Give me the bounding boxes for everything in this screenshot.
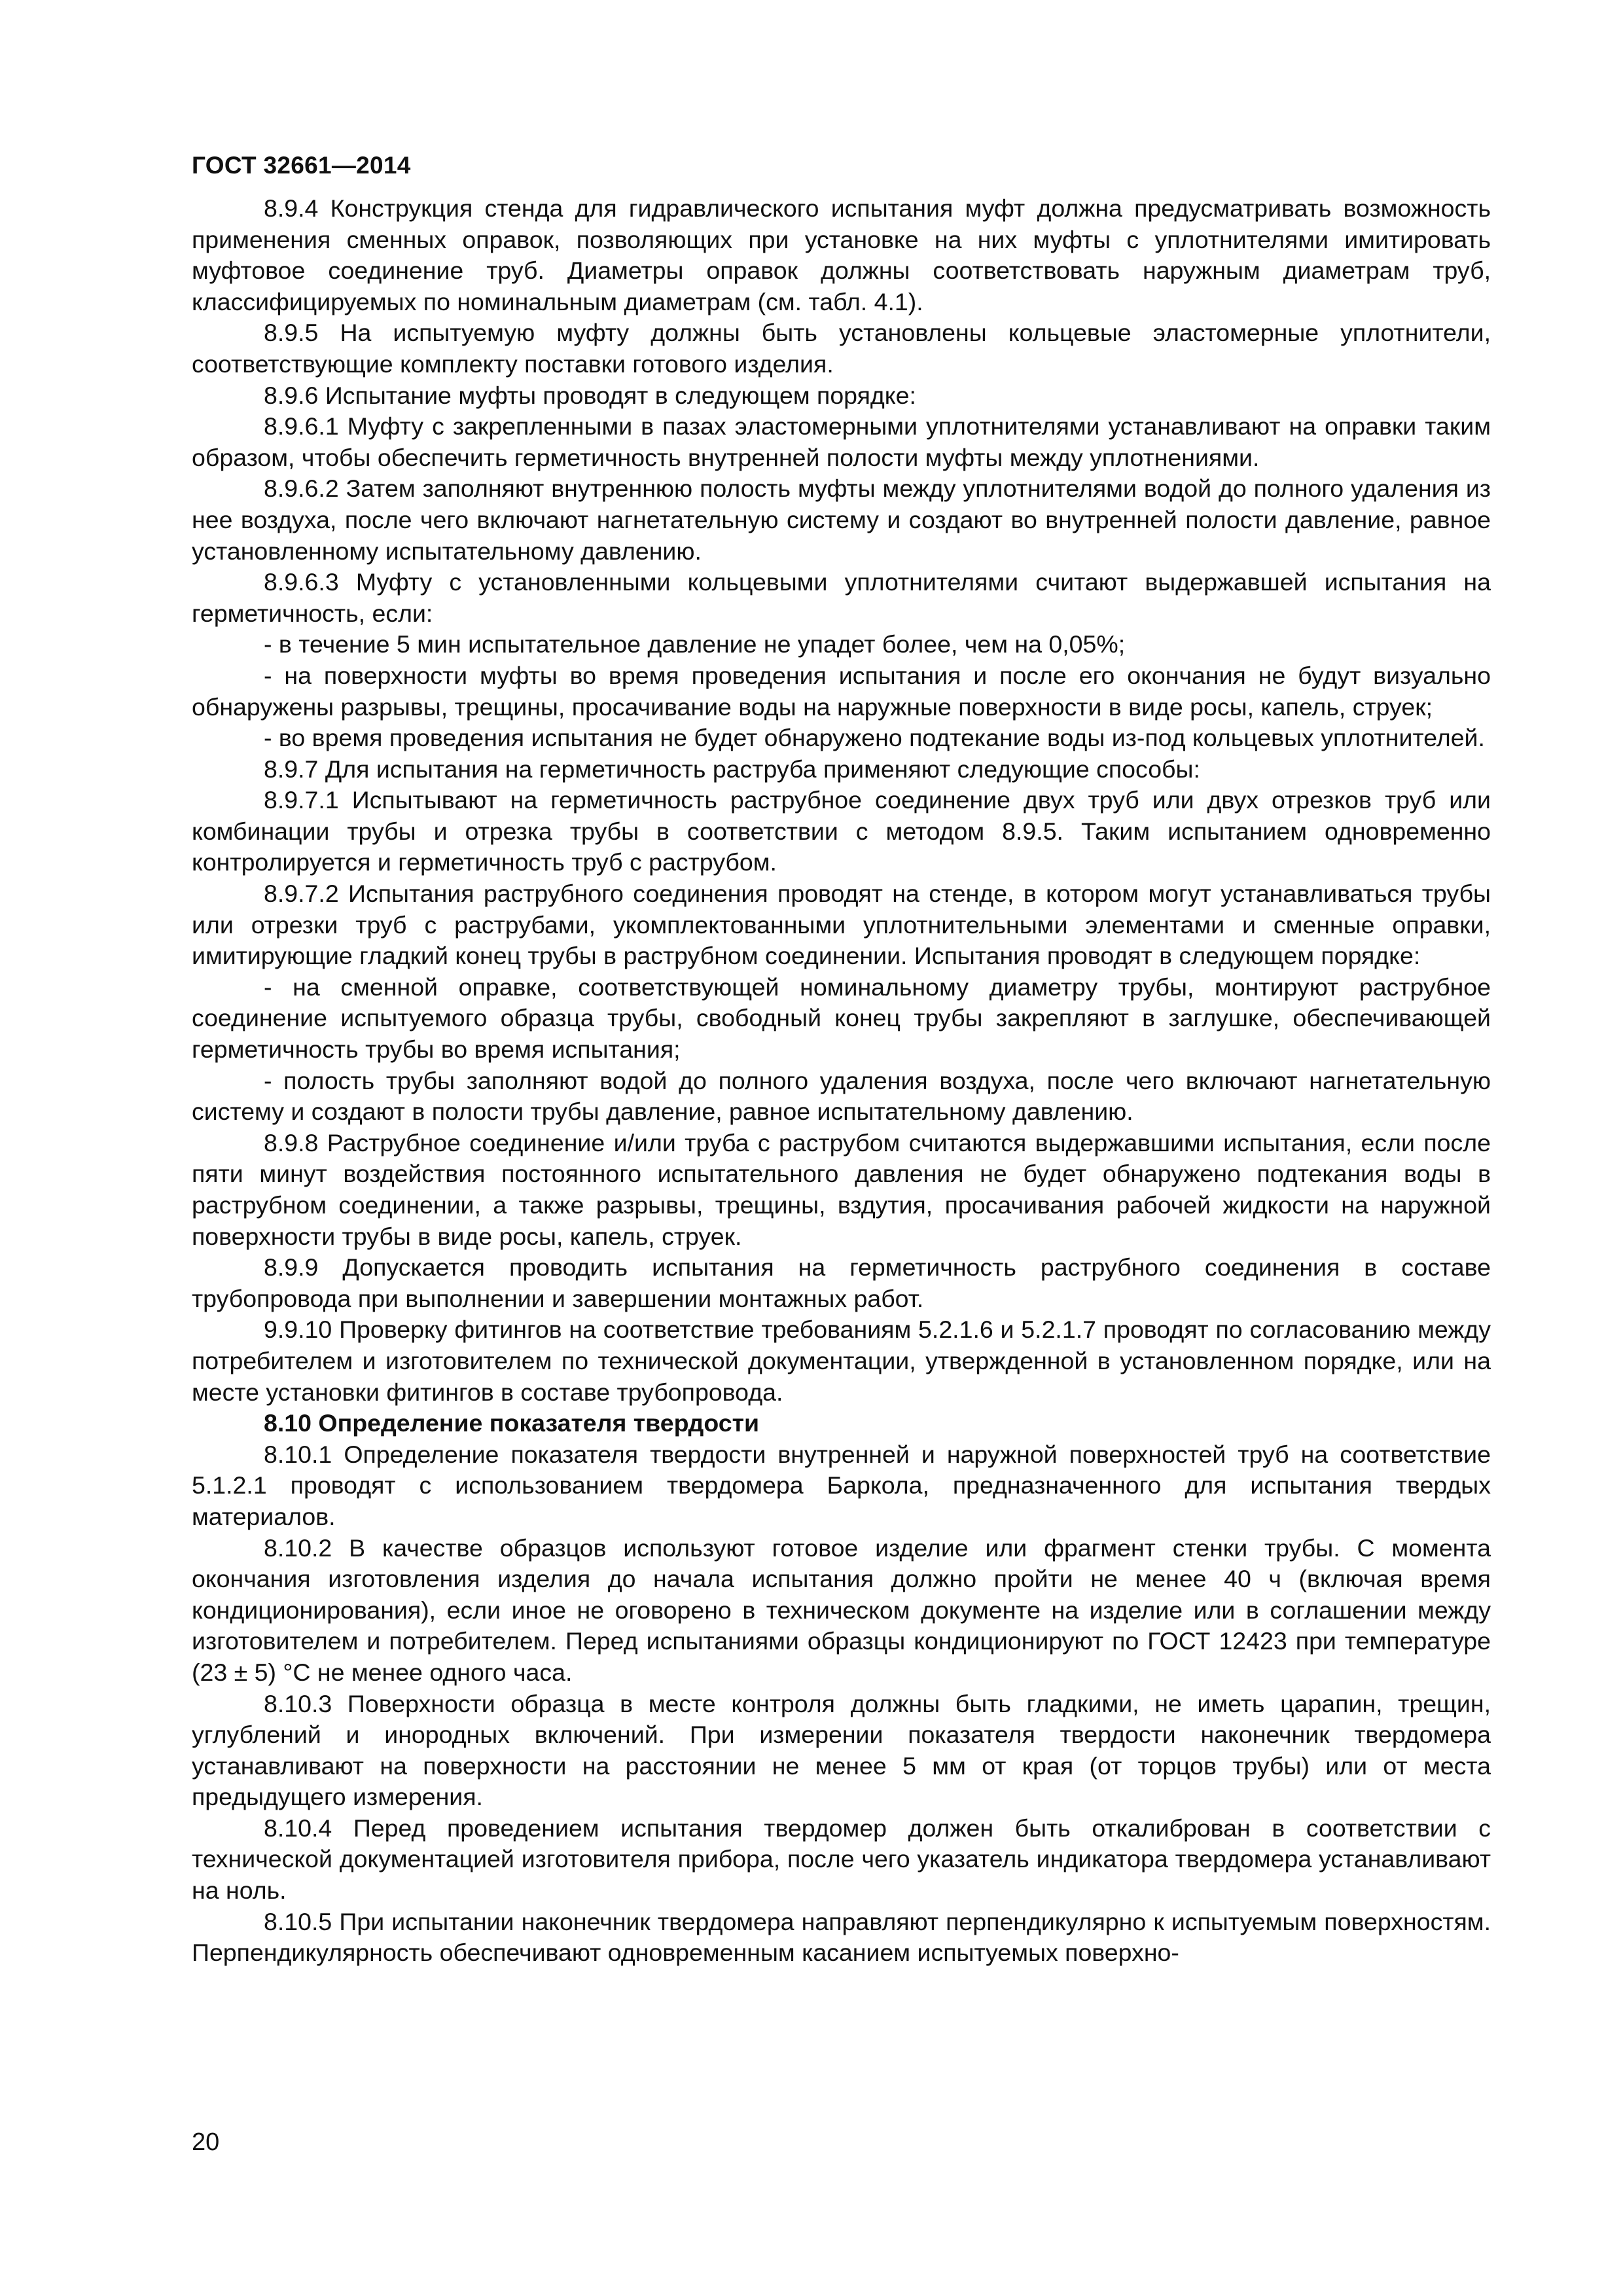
list-item-pressure: - в течение 5 мин испытательное давление не упадет более, чем на 0,05%;: [264, 630, 1126, 658]
document-header: ГОСТ 32661—2014: [192, 152, 411, 179]
document-body: [192, 193, 1491, 1969]
paragraph-8-9-4: 8.9.4 Конструкция стенда для гидравлического испытания муфт должна предусматривать возможность применения сменных оправок, позволяющих при установке на них муфты с уплотнителями имитировать муфтовое соединение труб. Диаметры оправок должны соответствовать наружным диаметрам труб, классифицируемых по номинальным диаметрам (см. табл. 4.1).: [192, 194, 1491, 315]
paragraph-8-9-6-1: 8.9.6.1 Муфту с закрепленными в пазах эластомерными уплотнителями устанавливают на оправки таким образом, чтобы обеспечить герметичность внутренней полости муфты между уплотнениями.: [192, 412, 1491, 471]
list-item-leakage: - во время проведения испытания не будет обнаружено подтекание воды из-под кольцевых уплотнителей.: [264, 724, 1485, 752]
paragraph-8-10-5: 8.10.5 При испытании наконечник твердомера направляют перпендикулярно к испытуемым поверхностям. Перпендикулярность обеспечивают одновременным касанием испытуемых поверхно-: [192, 1907, 1491, 1967]
paragraph-8-9-7-2: 8.9.7.2 Испытания раструбного соединения проводят на стенде, в котором могут устанавливаться трубы или отрезки труб с раструбами, укомплектованными уплотнительными элементами и сменные оправки, имитирующие гладкий конец трубы в раструбном соединении. Испытания проводят в следующем порядке:: [192, 880, 1491, 970]
paragraph-8-10-1: 8.10.1 Определение показателя твердости внутренней и наружной поверхностей труб на соответствие 5.1.2.1 проводят с использованием твердомера Баркола, предназначенного для испытания твердых материалов.: [192, 1440, 1491, 1530]
paragraph-8-9-6: 8.9.6 Испытание муфты проводят в следующем порядке:: [264, 381, 916, 409]
paragraph-9-9-10: 9.9.10 Проверку фитингов на соответствие требованиям 5.2.1.6 и 5.2.1.7 проводят по согласованию между потребителем и изготовителем по технической документации, утвержденной в установленном порядке, или на месте установки фитингов в составе трубопровода.: [192, 1316, 1491, 1406]
paragraph-8-10-4: 8.10.4 Перед проведением испытания твердомер должен быть откалиброван в соответствии с технической документацией изготовителя прибора, после чего указатель индикатора твердомера устанавливают на ноль.: [192, 1814, 1491, 1905]
paragraph-8-9-6-3: 8.9.6.3 Муфту с установленными кольцевыми уплотнителями считают выдержавшей испытания на герметичность, если:: [192, 568, 1491, 627]
paragraph-8-9-8: 8.9.8 Раструбное соединение и/или труба с раструбом считаются выдержавшими испытания, если после пяти минут воздействия постоянного испытательного давления не будет обнаружено подтекания воды в раструбном соединении, а также разрывы, трещины, вздутия, просачивания рабочей жидкости на наружной поверхности трубы в виде росы, капель, струек.: [192, 1128, 1491, 1250]
paragraph-8-9-5: 8.9.5 На испытуемую муфту должны быть установлены кольцевые эластомерные уплотнители, соответствующие комплекту поставки готового изделия.: [192, 319, 1491, 378]
paragraph-8-9-9: 8.9.9 Допускается проводить испытания на герметичность раструбного соединения в составе трубопровода при выполнении и завершении монтажных работ.: [192, 1253, 1491, 1312]
paragraph-8-9-6-2: 8.9.6.2 Затем заполняют внутреннюю полость муфты между уплотнителями водой до полного удаления из нее воздуха, после чего включают нагнетательную систему и создают во внутренней полости давление, равное установленному испытательному давлению.: [192, 475, 1491, 565]
list-item-cavity: - полость трубы заполняют водой до полного удаления воздуха, после чего включают нагнетательную систему и создают в полости трубы давление, равное испытательному давлению.: [192, 1066, 1491, 1126]
paragraph-8-10-2: 8.10.2 В качестве образцов используют готовое изделие или фрагмент стенки трубы. С момента окончания изготовления изделия до начала испытания должно пройти не менее 40 ч (включая время кондиционирования), если иное не оговорено в техническом документе на изделие или в соглашении между изготовителем и потребителем. Перед испытаниями образцы кондиционируют по ГОСТ 12423 при температуре (23 ± 5) °С не менее одного часа.: [192, 1534, 1491, 1686]
page-number: 20: [192, 2128, 220, 2156]
paragraph-8-9-7: 8.9.7 Для испытания на герметичность раструба применяют следующие способы:: [264, 755, 1200, 783]
list-item-surface: - на поверхности муфты во время проведения испытания и после его окончания не будут визуально обнаружены разрывы, трещины, просачивание воды на наружные поверхности в виде росы, капель, струек;: [192, 661, 1491, 721]
paragraph-8-9-7-1: 8.9.7.1 Испытывают на герметичность раструбное соединение двух труб или двух отрезков труб или комбинации трубы и отрезка трубы в соответствии с методом 8.9.5. Таким испытанием одновременно контролируется и герметичность труб с раструбом.: [192, 786, 1491, 876]
paragraph-8-10-3: 8.10.3 Поверхности образца в месте контроля должны быть гладкими, не иметь царапин, трещин, углублений и инородных включений. При измерении показателя твердости наконечник твердомера устанавливают на поверхности на расстоянии не менее 5 мм от края (от торцов трубы) или от места предыдущего измерения.: [192, 1689, 1491, 1811]
section-heading-8-10: 8.10 Определение показателя твердости: [264, 1409, 760, 1437]
list-item-mandrel: - на сменной оправке, соответствующей номинальному диаметру трубы, монтируют раструбное соединение испытуемого образца трубы, свободный конец трубы закрепляют в заглушке, обеспечивающей герметичность трубы во время испытания;: [192, 973, 1491, 1064]
